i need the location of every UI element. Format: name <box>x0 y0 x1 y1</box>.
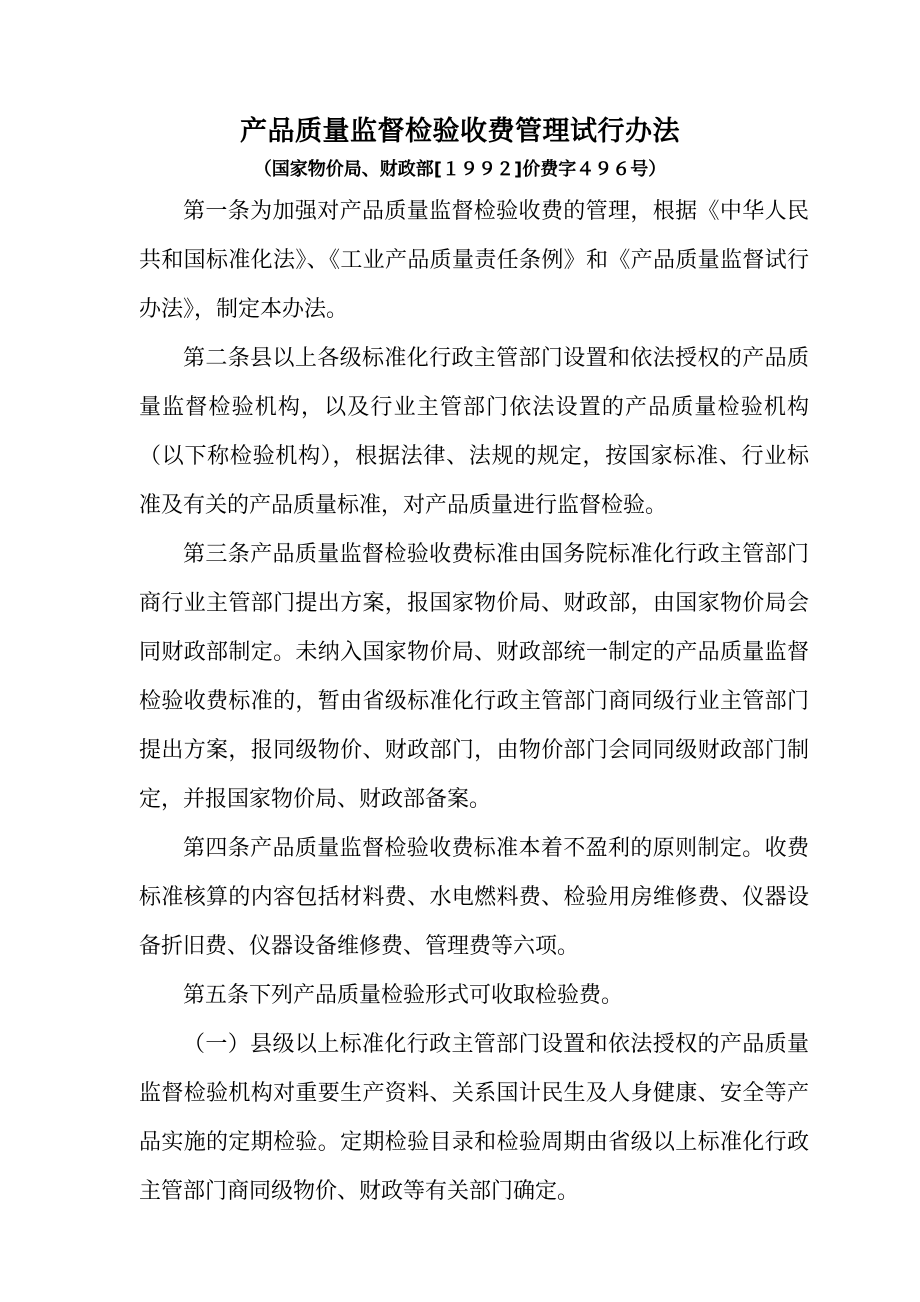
document-subtitle: （国家物价局、财政部[１９９２]价费字４９６号） <box>253 159 667 180</box>
document-body <box>139 187 809 1216</box>
article-1-paragraph: 第一条为加强对产品质量监督检验收费的管理，根据《中华人民共和国标准化法》、《工业产品质量责任条例》和《产品质量监督试行办法》，制定本办法。 <box>139 199 809 322</box>
document-title: 产品质量监督检验收费管理试行办法 <box>240 116 680 147</box>
article-2-paragraph: 第二条县以上各级标准化行政主管部门设置和依法授权的产品质量监督检验机构，以及行业主管部门依法设置的产品质量检验机构（以下称检验机构），根据法律、法规的规定，按国家标准、行业标准及有关的产品质量标准，对产品质量进行监督检验。 <box>139 346 809 518</box>
article-4-paragraph: 第四条产品质量监督检验收费标准本着不盈利的原则制定。收费标准核算的内容包括材料费、水电燃料费、检验用房维修费、仪器设备折旧费、仪器设备维修费、管理费等六项。 <box>139 836 809 959</box>
article-3-paragraph: 第三条产品质量监督检验收费标准由国务院标准化行政主管部门商行业主管部门提出方案，报国家物价局、财政部，由国家物价局会同财政部制定。未纳入国家物价局、财政部统一制定的产品质量监督检验收费标准的，暂由省级标准化行政主管部门商同级行业主管部门提出方案，报同级物价、财政部门，由物价部门会同同级财政部门制定，并报国家物价局、财政部备案。 <box>139 542 809 812</box>
article-5-paragraph: 第五条下列产品质量检验形式可收取检验费。 <box>183 983 624 1008</box>
article-5-item-1-paragraph: （一）县级以上标准化行政主管部门设置和依法授权的产品质量监督检验机构对重要生产资料、关系国计民生及人身健康、安全等产品实施的定期检验。定期检验目录和检验周期由省级以上标准化行政主管部门商同级物价、财政等有关部门确定。 <box>139 1032 809 1204</box>
